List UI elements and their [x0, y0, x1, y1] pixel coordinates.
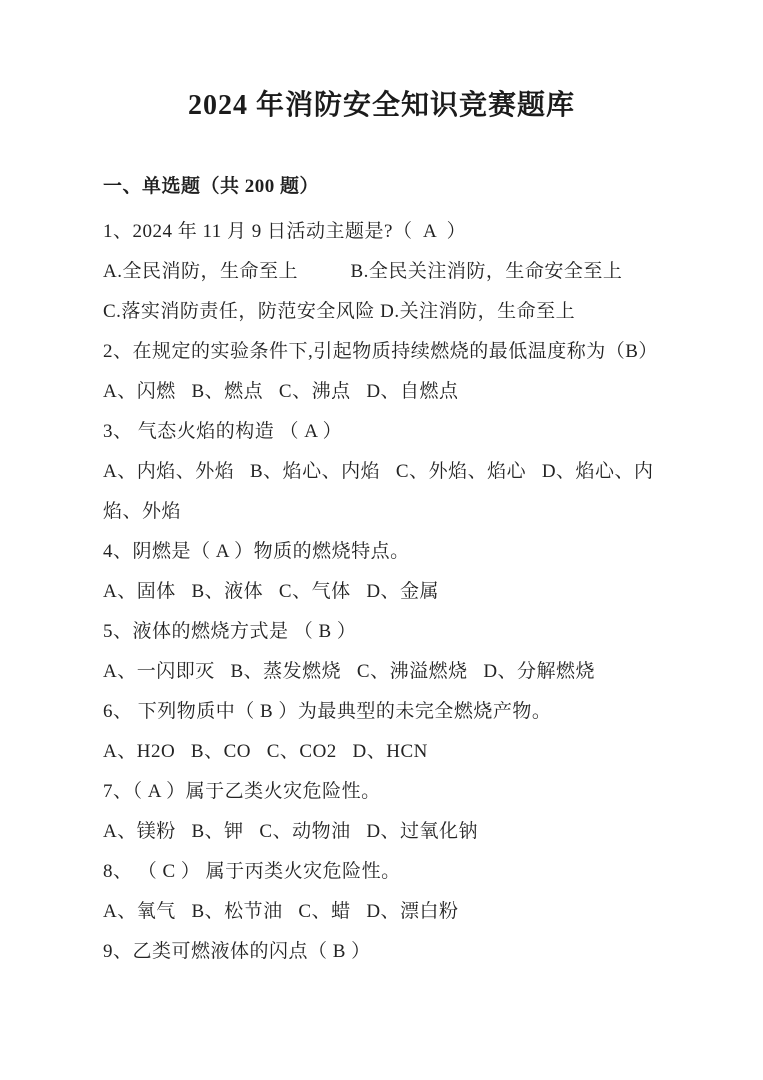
- document-line-question: 8、 （ C ） 属于丙类火灾危险性。: [103, 861, 401, 882]
- document-line-question: 5、液体的燃烧方式是 （ B ）: [103, 621, 357, 642]
- document-line-options: C.落实消防责任，防范安全风险 D.关注消防，生命至上: [103, 301, 576, 322]
- document-line-question: 4、阴燃是（ A ）物质的燃烧特点。: [103, 541, 410, 562]
- document-line-options: A、一闪即灭 B、蒸发燃烧 C、沸溢燃烧 D、分解燃烧: [103, 661, 596, 682]
- document-title: 2024 年消防安全知识竞赛题库: [187, 90, 575, 121]
- document-line-options-continuation: 焰、外焰: [103, 501, 182, 522]
- document-line-options: A、固体 B、液体 C、气体 D、金属: [103, 581, 440, 602]
- document-line-options: A、H2O B、CO C、CO2 D、HCN: [103, 741, 428, 762]
- document-line-options: A、闪燃 B、燃点 C、沸点 D、自燃点: [103, 381, 459, 402]
- document-line-options: A、氧气 B、松节油 C、蜡 D、漂白粉: [103, 901, 459, 922]
- document-line-options: A、内焰、外焰 B、焰心、内焰 C、外焰、焰心 D、焰心、内: [103, 461, 654, 482]
- document-line-options: A.全民消防，生命至上 B.全民关注消防，生命安全至上: [103, 261, 623, 282]
- document-line-question: 3、 气态火焰的构造 （ A ）: [103, 421, 343, 442]
- section-heading: 一、单选题（共 200 题）: [103, 176, 320, 197]
- document-line-question: 6、 下列物质中（ B ）为最典型的未完全燃烧产物。: [103, 701, 552, 722]
- document-line-question: 7、（ A ）属于乙类火灾危险性。: [103, 781, 381, 802]
- document-line-question: 1、2024 年 11 月 9 日活动主题是?（ A ）: [103, 221, 467, 242]
- document-body: [103, 212, 683, 972]
- document-line-question: 9、乙类可燃液体的闪点（ B ）: [103, 941, 371, 962]
- document-line-options: A、镁粉 B、钾 C、动物油 D、过氧化钠: [103, 821, 479, 842]
- document-line-question: 2、在规定的实验条件下,引起物质持续燃烧的最低温度称为（B）: [103, 341, 658, 362]
